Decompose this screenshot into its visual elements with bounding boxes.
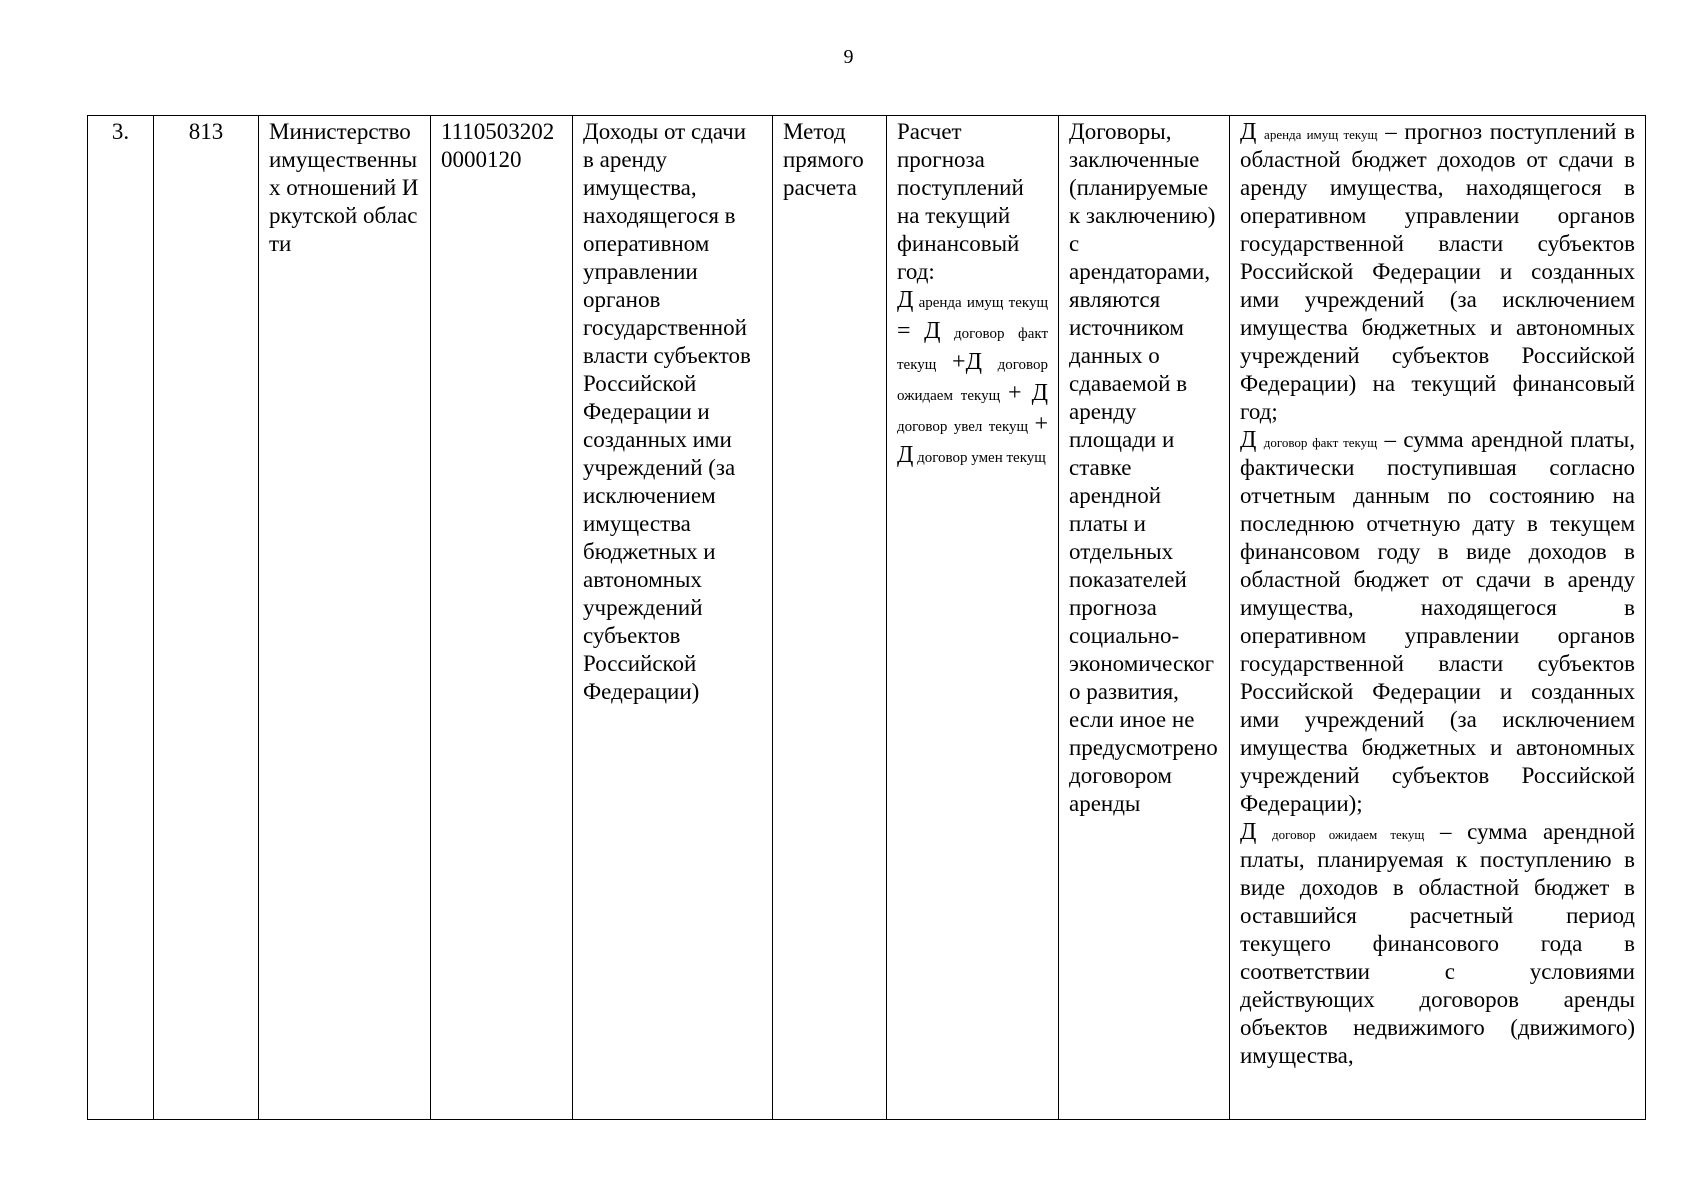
cell-row-number: 3.: [88, 116, 154, 1120]
formula-subscript: аренда имущ текущ: [918, 295, 1049, 311]
cell-admin-code: 813: [154, 116, 259, 1120]
formula-plus-term: + Д: [897, 411, 1048, 468]
formula-equals: =: [897, 318, 911, 344]
definition-item: Д договор факт текущ – сумма арендной платы, фактически поступившая согласно отчетным данным по состоянию на последнюю отчетную дату в текущем финансовом году в виде доходов в областной бюджет от сдачи в аренду имущества, находящегося в оперативном управлении органов государственной власти субъектов Российской Федерации и созданных ими учреждений (за исключением имущества бюджетных и автономных учреждений субъектов Российской Федерации);: [1240, 427, 1635, 816]
definition-item: Д договор ожидаем текущ – сумма арендной платы, планируемая к поступлению в виде доходов в областной бюджет в оставшийся расчетный период текущего финансового года в соответствии с условиями действующих договоров аренды объектов недвижимого (движимого) имущества,: [1240, 819, 1636, 1068]
definition-item: Д аренда имущ текущ – прогноз поступлений в областной бюджет доходов от сдачи в аренду имущества, находящегося в оперативном управлении органов государственной власти субъектов Российской Федерации и созданных ими учреждений (за исключением имущества бюджетных и автономных учреждений субъектов Российской Федерации) на текущий финансовый год;: [1240, 119, 1635, 424]
cell-income-name: Доходы от сдачи в аренду имущества, находящегося в оперативном управлении органов государственной власти субъектов Российской Федерации и созданных ими учреждений (за исключением имущества бюджетных и автономных учреждений субъектов Российской Федерации): [573, 116, 773, 1120]
formula-subscript: договор умен текущ: [917, 450, 1046, 466]
formula-plus-term: +Д: [952, 349, 982, 375]
cell-definitions: [1230, 116, 1646, 1120]
formula-intro: Расчет прогноза поступлений на текущий финансовый год:: [897, 119, 1024, 284]
page-number: 9: [843, 46, 854, 68]
cell-data-source: Договоры, заключенные (планируемые к заключению) с арендаторами, являются источником данных о сдаваемой в аренду площади и ставке арендной платы и отдельных показателей прогноза социально-экономического развития, если иное не предусмотрено договором аренды: [1059, 116, 1230, 1120]
formula-subscript: договор ожидаем текущ: [897, 357, 1049, 404]
formula-expression: [897, 286, 1048, 472]
formula-symbol: Д: [924, 318, 941, 344]
cell-method: Метод прямого расчета: [773, 116, 887, 1120]
cell-administrator: Министерство имущественных отношений Иркутской области: [259, 116, 431, 1120]
cell-kbk-code: 11105032020000120: [431, 116, 573, 1120]
formula-symbol: Д: [897, 287, 914, 313]
table-row: [88, 116, 1646, 1120]
formula-plus-term: + Д: [1008, 380, 1049, 406]
cell-formula: [887, 116, 1059, 1120]
income-forecast-table: [87, 115, 1646, 1120]
formula-subscript: договор увел текущ: [897, 419, 1029, 435]
formula-subscript: договор факт текущ: [897, 326, 1049, 373]
